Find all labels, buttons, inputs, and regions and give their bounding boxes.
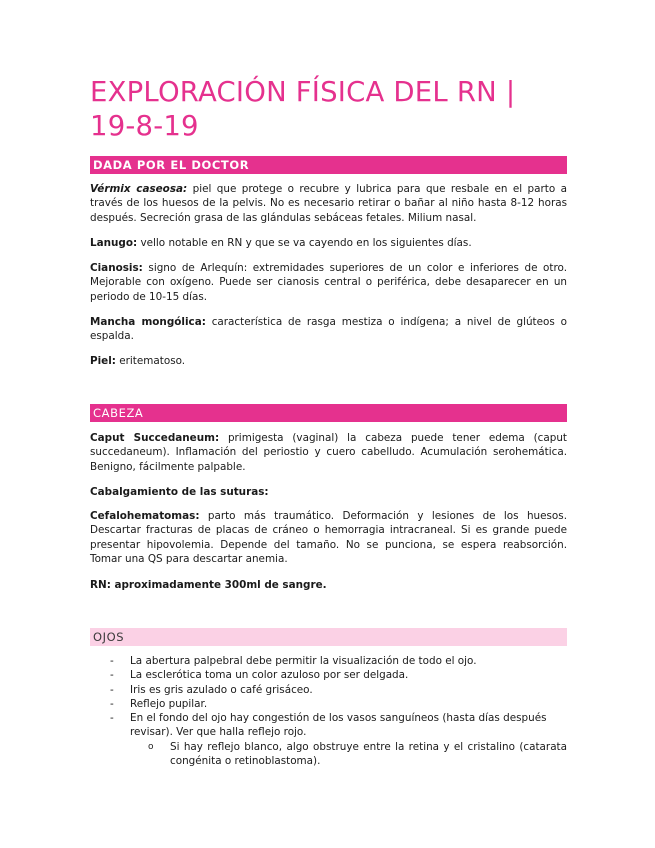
page-title: EXPLORACIÓN FÍSICA DEL RN | 19-8-19 xyxy=(90,76,516,142)
section-heading-ojos: OJOS xyxy=(90,628,567,646)
list-item xyxy=(90,668,567,682)
dash-marker: - xyxy=(110,697,114,710)
sub-list-item xyxy=(90,740,567,769)
term-vermix: Vérmix caseosa: xyxy=(90,183,188,195)
section-heading-doctor: DADA POR EL DOCTOR xyxy=(90,156,567,174)
list-item-text: La esclerótica toma un color azuloso por ser delgada. xyxy=(130,669,409,682)
term-caput: Caput Succedaneum: xyxy=(90,432,220,444)
list-item xyxy=(90,711,567,740)
list-item-text: Reflejo pupilar. xyxy=(130,697,208,710)
paragraph-cefalohematomas xyxy=(90,509,567,566)
term-piel: Piel: xyxy=(90,355,116,367)
term-mancha: Mancha mongólica: xyxy=(90,316,206,328)
text-lanugo: vello notable en RN y que se va cayendo en los siguientes días. xyxy=(137,237,472,249)
list-item xyxy=(90,654,567,668)
paragraph-mancha xyxy=(90,315,567,344)
section-heading-cabeza: CABEZA xyxy=(90,404,567,422)
paragraph-lanugo xyxy=(90,236,567,250)
ojos-list xyxy=(90,654,567,768)
list-item-text: Iris es gris azulado o café grisáceo. xyxy=(130,683,313,696)
term-rn-sangre: RN: aproximadamente 300ml de sangre. xyxy=(90,579,327,591)
paragraph-cianosis xyxy=(90,261,567,304)
text-mancha: característica de rasga mestiza o indígena; a nivel de glúteos o espalda. xyxy=(90,316,567,343)
text-cianosis: signo de Arlequín: extremidades superiores de un color e inferiores de otro. Mejorable con oxígeno. Puede ser cianosis central o periférica, debe desaparecer en un periodo de 10-15 días. xyxy=(90,262,567,303)
list-item-text: La abertura palpebral debe permitir la visualización de todo el ojo. xyxy=(130,655,477,667)
text-cefalohematomas: parto más traumático. Deformación y lesiones de los huesos. Descartar fracturas de placas de cráneo o hemorragia intracraneal. Si es grande puede presentar hipovolemia. Depende del tamaño. No se punciona, se espera reabsorción. Tomar una QS para descartar anemia. xyxy=(90,510,567,565)
sub-list-item-text: Si hay reflejo blanco, algo obstruye entre la retina y el cristalino (catarata congénita o retinoblastoma). xyxy=(170,740,567,768)
list-item xyxy=(90,697,567,711)
dash-marker: - xyxy=(110,655,114,667)
paragraph-vermix xyxy=(90,182,567,225)
term-cabalgamiento: Cabalgamiento de las suturas: xyxy=(90,486,269,498)
term-lanugo: Lanugo: xyxy=(90,237,138,249)
dash-marker: - xyxy=(110,712,114,725)
dash-marker: - xyxy=(110,669,114,682)
paragraph-caput xyxy=(90,431,567,474)
paragraph-cabalgamiento xyxy=(90,485,567,499)
list-item-text: En el fondo del ojo hay congestión de los vasos sanguíneos (hasta días después revisar). Ver que halla reflejo rojo. xyxy=(130,712,547,739)
text-caput: primigesta (vaginal) la cabeza puede tener edema (caput succedaneum). Inflamación del periostio y cuero cabelludo. Acumulación serohemática. Benigno, fácilmente palpable. xyxy=(90,432,567,473)
dash-marker: - xyxy=(110,683,114,696)
paragraph-rn-sangre xyxy=(90,578,567,592)
paragraph-piel xyxy=(90,354,567,368)
circle-bullet-icon: o xyxy=(148,741,154,752)
text-vermix: piel que protege o recubre y lubrica para que resbale en el parto a través de los huesos de la pelvis. No es necesario retirar o bañar al niño hasta 8-12 horas después. Secreción grasa de las glándulas sebáceas fetales. Milium nasal. xyxy=(90,183,568,224)
text-piel: eritematoso. xyxy=(115,355,186,367)
term-cianosis: Cianosis: xyxy=(90,262,143,274)
list-item xyxy=(90,683,567,697)
term-cefalohematomas: Cefalohematomas: xyxy=(90,510,200,522)
